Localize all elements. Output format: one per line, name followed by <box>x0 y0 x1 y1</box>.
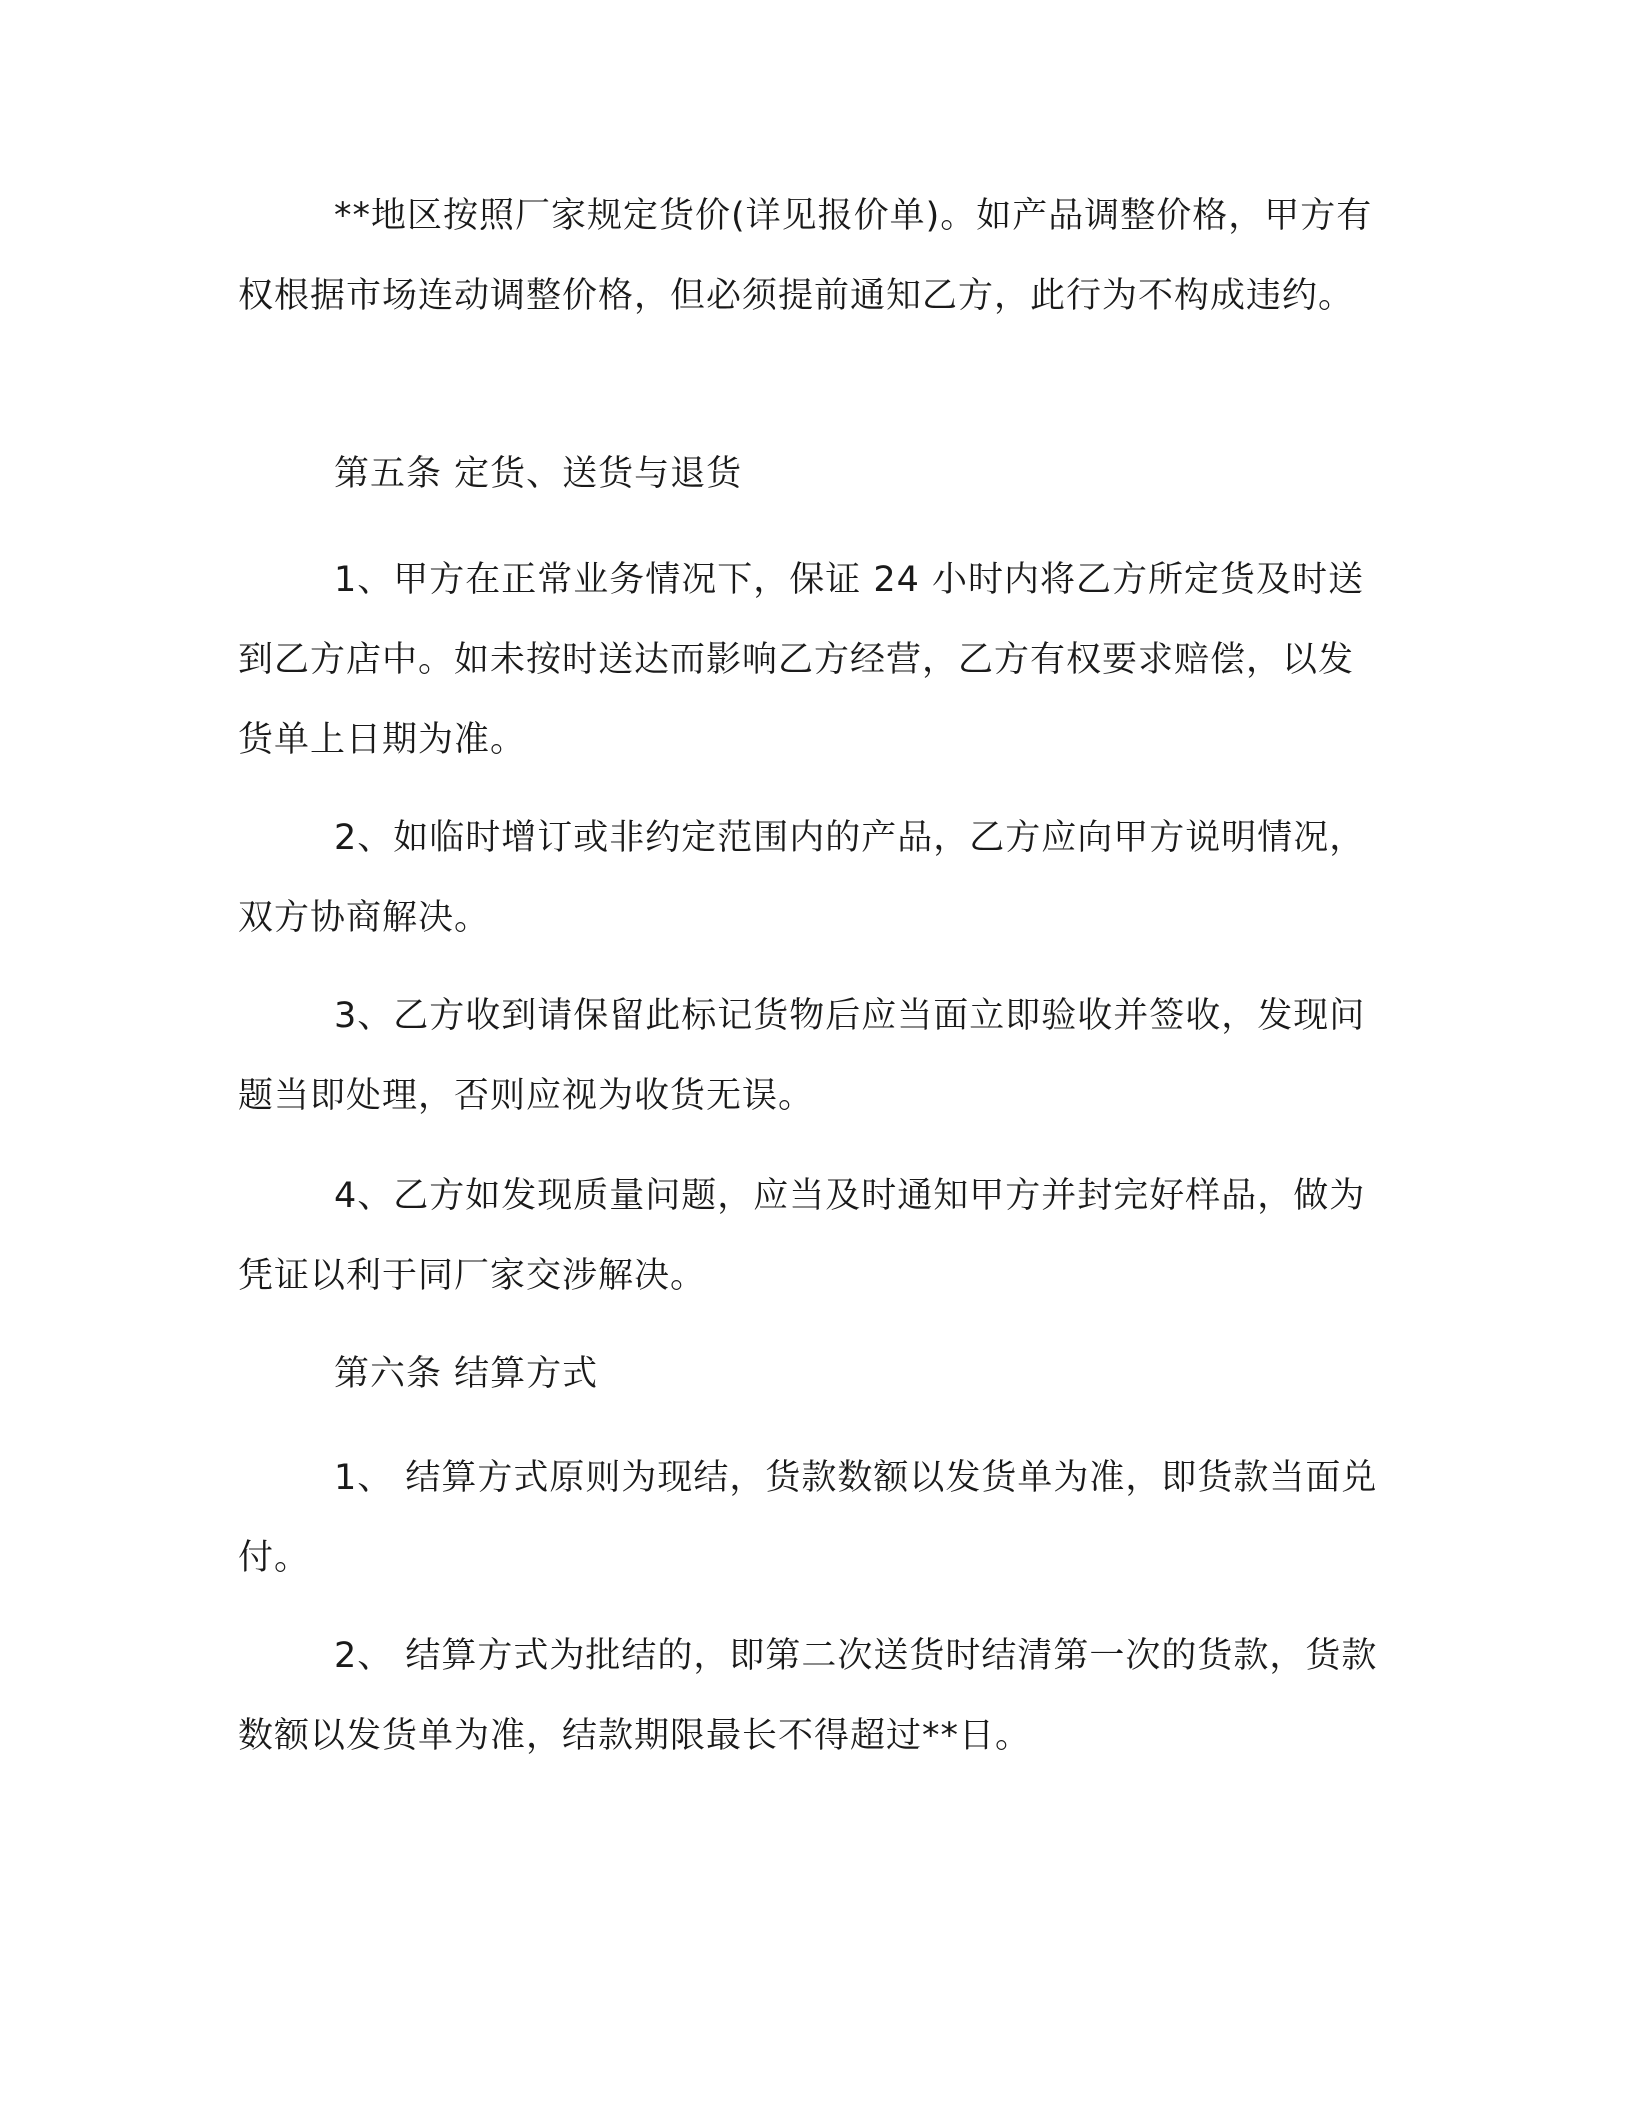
article-5-item-2: 2、如临时增订或非约定范围内的产品，乙方应向甲方说明情况，双方协商解决。 <box>238 818 1366 938</box>
article-6-heading: 第六条 结算方式 <box>334 1354 599 1394</box>
article-5-item-3: 3、乙方收到请保留此标记货物后应当面立即验收并签收，发现问题当即处理，否则应视为收货无误。 <box>238 996 1366 1116</box>
article-5-item-4: 4、乙方如发现质量问题，应当及时通知甲方并封完好样品，做为凭证以利于同厂家交涉解决。 <box>238 1176 1366 1296</box>
article-5-heading: 第五条 定货、送货与退货 <box>334 454 743 494</box>
article-6-item-2: 2、 结算方式为批结的，即第二次送货时结清第一次的货款，货款数额以发货单为准，结款期限最长不得超过**日。 <box>238 1636 1378 1756</box>
article-5-item-1: 1、甲方在正常业务情况下，保证 24 小时内将乙方所定货及时送到乙方店中。如未按时送达而影响乙方经营，乙方有权要求赔偿，以发货单上日期为准。 <box>238 560 1365 760</box>
price-paragraph: **地区按照厂家规定货价(详见报价单)。如产品调整价格，甲方有权根据市场连动调整价格，但必须提前通知乙方，此行为不构成违约。 <box>238 196 1373 316</box>
article-6-item-1: 1、 结算方式原则为现结，货款数额以发货单为准，即货款当面兑付。 <box>238 1458 1378 1578</box>
